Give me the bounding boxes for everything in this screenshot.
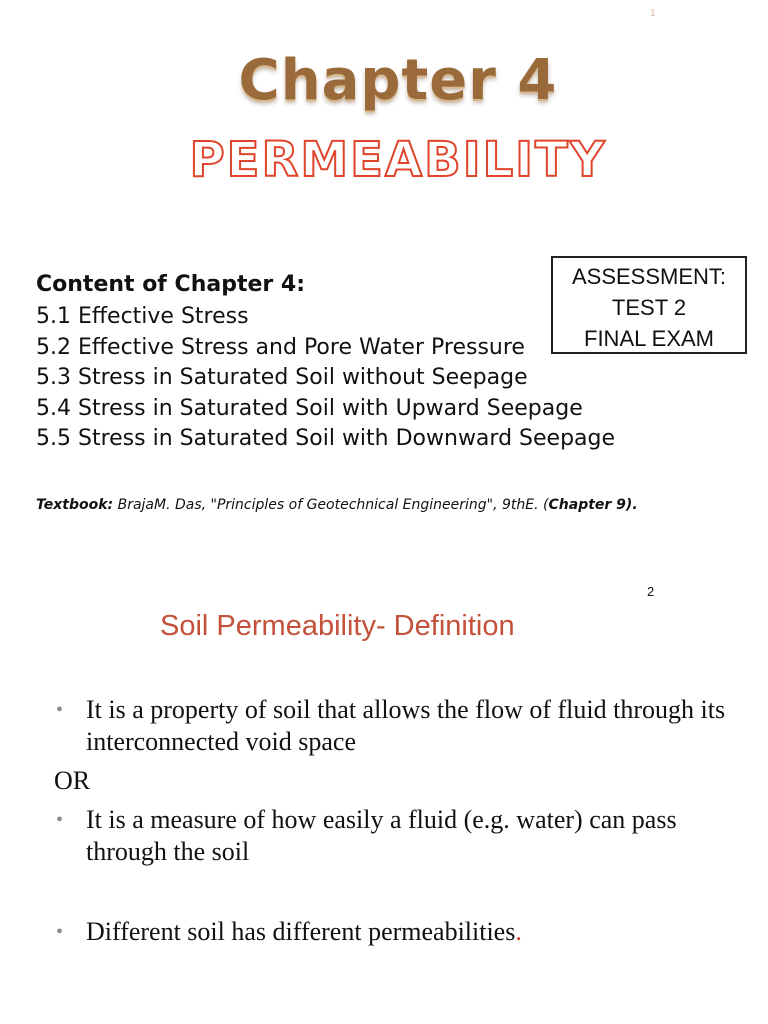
- bullet-text: [86, 916, 736, 948]
- subtitle-permeability: PERMEABILITY: [189, 132, 607, 188]
- slide-number: 2: [647, 584, 655, 599]
- content-heading: Content of Chapter 4:: [36, 272, 305, 297]
- assessment-line: TEST 2: [611, 295, 687, 320]
- chapter-title: Chapter 4: [238, 48, 558, 113]
- textbook-label: Textbook:: [36, 497, 114, 513]
- textbook-reference: [36, 497, 638, 513]
- bullet-text: It is a measure of how easily a fluid (e.g. water) can pass through the soil: [86, 805, 677, 866]
- assessment-heading: ASSESSMENT:: [571, 264, 727, 289]
- bullet-item: [56, 694, 756, 764]
- assessment-line: FINAL EXAM: [584, 326, 714, 351]
- bullet-marker: •: [56, 699, 64, 721]
- or-separator: OR: [54, 766, 91, 795]
- bullet-marker: •: [56, 809, 64, 831]
- textbook-closing: ).: [625, 497, 638, 513]
- content-item: 5.1 Effective Stress: [36, 304, 249, 329]
- content-item: 5.5 Stress in Saturated Soil with Downward Seepage: [36, 426, 616, 451]
- bullet-text: It is a property of soil that allows the flow of fluid through its interconnected void space: [86, 695, 726, 756]
- bullet-marker: •: [56, 921, 64, 943]
- slide-number: 1: [650, 8, 656, 19]
- definition-title: Soil Permeability- Definition: [160, 610, 515, 642]
- textbook-citation: BrajaM. Das, "Principles of Geotechnical Engineering", 9thE. (: [113, 497, 549, 513]
- content-item: 5.4 Stress in Saturated Soil with Upward Seepage: [36, 395, 583, 421]
- bullet-item: [56, 804, 756, 874]
- textbook-chapter-ref: Chapter 9: [548, 497, 626, 513]
- bullet-text-body: Different soil has different permeabilities: [86, 917, 516, 946]
- content-item: 5.3 Stress in Saturated Soil without Seepage: [36, 365, 528, 390]
- content-list: [36, 302, 615, 455]
- content-item: 5.2 Effective Stress and Pore Water Pressure: [36, 334, 525, 360]
- bullet-item: [56, 916, 756, 956]
- period-mark: .: [515, 917, 522, 946]
